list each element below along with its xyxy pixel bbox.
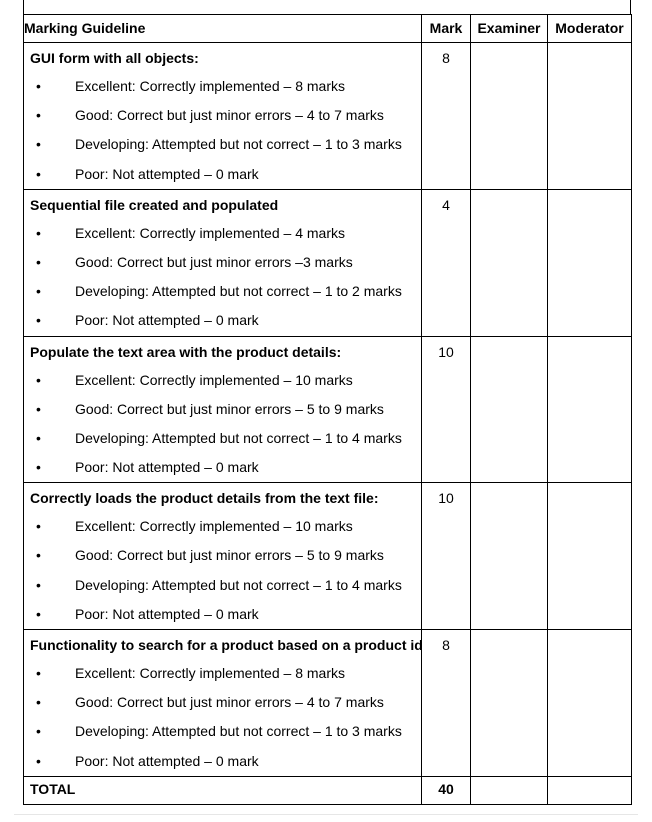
- rubric-level-item: [24, 659, 421, 688]
- rubric-level-text: Excellent: Correctly implemented – 8 marks: [75, 78, 345, 94]
- marking-guideline-table: [23, 14, 632, 805]
- total-examiner-cell: [471, 776, 548, 804]
- bullet-icon: •: [36, 78, 41, 94]
- criterion-description: [24, 43, 422, 190]
- criterion-title: Functionality to search for a product based on a product id: [30, 637, 423, 653]
- header-examiner: Examiner: [471, 15, 548, 43]
- criterion-row: [24, 483, 632, 630]
- rubric-level-text: Good: Correct but just minor errors – 5 to 9 marks: [75, 547, 384, 564]
- rubric-level-text: Poor: Not attempted – 0 mark: [75, 312, 259, 329]
- rubric-level-item: [24, 277, 421, 306]
- examiner-cell: [471, 630, 548, 777]
- rubric-level-item: [24, 424, 421, 453]
- examiner-cell: [471, 43, 548, 190]
- bullet-icon: •: [36, 605, 41, 622]
- rubric-level-item: [24, 600, 421, 629]
- criterion-description: [24, 336, 422, 483]
- criterion-row: [24, 630, 632, 777]
- moderator-cell: [548, 630, 632, 777]
- criterion-title: Sequential file created and populated: [30, 196, 279, 213]
- page-bottom-rule: [14, 814, 638, 817]
- bullet-icon: •: [36, 107, 41, 124]
- rubric-level-text: Poor: Not attempted – 0 mark: [75, 459, 259, 476]
- rubric-level-item: [24, 72, 421, 101]
- examiner-cell: [471, 483, 548, 630]
- total-row: [24, 776, 632, 804]
- bullet-icon: •: [36, 547, 41, 564]
- bullet-icon: •: [36, 224, 41, 241]
- header-row: [24, 15, 632, 43]
- bullet-icon: •: [36, 752, 41, 769]
- criterion-mark: 4: [422, 189, 471, 336]
- rubric-level-text: Developing: Attempted but not correct – 1 to 3 marks: [75, 136, 402, 153]
- total-moderator-cell: [548, 776, 632, 804]
- bullet-icon: •: [36, 136, 41, 153]
- rubric-level-text: Excellent: Correctly implemented – 4 marks: [75, 224, 345, 241]
- criterion-title: Populate the text area with the product details:: [30, 343, 342, 360]
- header-guideline: Marking Guideline: [24, 15, 422, 43]
- table-top-edge: [23, 0, 631, 14]
- rubric-level-item: [24, 688, 421, 717]
- rubric-level-text: Excellent: Correctly implemented – 10 marks: [75, 371, 353, 388]
- bullet-icon: •: [36, 723, 41, 740]
- rubric-level-item: [24, 395, 421, 424]
- moderator-cell: [548, 336, 632, 483]
- criterion-description: [24, 630, 422, 777]
- rubric-level-item: [24, 130, 421, 159]
- rubric-level-text: Good: Correct but just minor errors – 4 to 7 marks: [75, 107, 384, 124]
- criterion-mark: 10: [422, 483, 471, 630]
- bullet-icon: •: [36, 429, 41, 446]
- rubric-level-text: Good: Correct but just minor errors – 4 to 7 marks: [75, 694, 384, 711]
- rubric-level-text: Developing: Attempted but not correct – 1 to 4 marks: [75, 429, 402, 446]
- bullet-icon: •: [36, 518, 41, 535]
- criterion-row: [24, 43, 632, 190]
- bullet-icon: •: [36, 665, 41, 681]
- rubric-level-item: [24, 306, 421, 335]
- bullet-icon: •: [36, 312, 41, 329]
- rubric-level-item: [24, 453, 421, 482]
- rubric-level-text: Developing: Attempted but not correct – 1 to 3 marks: [75, 723, 402, 740]
- bullet-icon: •: [36, 694, 41, 711]
- rubric-level-text: Poor: Not attempted – 0 mark: [75, 752, 259, 769]
- rubric-level-text: Excellent: Correctly implemented – 8 marks: [75, 665, 345, 681]
- rubric-level-item: [24, 219, 421, 248]
- rubric-level-item: [24, 512, 421, 541]
- moderator-cell: [548, 483, 632, 630]
- rubric-level-text: Good: Correct but just minor errors –3 marks: [75, 253, 353, 270]
- rubric-level-item: [24, 747, 421, 776]
- examiner-cell: [471, 189, 548, 336]
- criterion-title: Correctly loads the product details from the text file:: [30, 490, 379, 507]
- bullet-icon: •: [36, 459, 41, 476]
- criterion-title: GUI form with all objects:: [30, 50, 199, 66]
- total-label: TOTAL: [24, 776, 422, 804]
- bullet-icon: •: [36, 253, 41, 270]
- bullet-icon: •: [36, 400, 41, 417]
- header-moderator: Moderator: [548, 15, 632, 43]
- rubric-level-text: Developing: Attempted but not correct – 1 to 2 marks: [75, 283, 402, 300]
- bullet-icon: •: [36, 283, 41, 300]
- bullet-icon: •: [36, 371, 41, 388]
- criterion-row: [24, 336, 632, 483]
- criterion-description: [24, 189, 422, 336]
- moderator-cell: [548, 43, 632, 190]
- criterion-description: [24, 483, 422, 630]
- rubric-level-text: Poor: Not attempted – 0 mark: [75, 165, 259, 182]
- rubric-level-text: Poor: Not attempted – 0 mark: [75, 605, 259, 622]
- rubric-level-item: [24, 160, 421, 189]
- bullet-icon: •: [36, 576, 41, 593]
- examiner-cell: [471, 336, 548, 483]
- rubric-level-item: [24, 717, 421, 746]
- criterion-row: [24, 189, 632, 336]
- criterion-mark: 10: [422, 336, 471, 483]
- criterion-mark: 8: [422, 630, 471, 777]
- bullet-icon: •: [36, 165, 41, 182]
- moderator-cell: [548, 189, 632, 336]
- rubric-level-item: [24, 541, 421, 570]
- rubric-level-text: Good: Correct but just minor errors – 5 to 9 marks: [75, 400, 384, 417]
- rubric-level-item: [24, 366, 421, 395]
- rubric-level-item: [24, 248, 421, 277]
- criterion-mark: 8: [422, 43, 471, 190]
- header-mark: Mark: [422, 15, 471, 43]
- rubric-level-item: [24, 571, 421, 600]
- rubric-level-text: Excellent: Correctly implemented – 10 marks: [75, 518, 353, 535]
- total-mark: 40: [422, 776, 471, 804]
- rubric-level-item: [24, 101, 421, 130]
- rubric-level-text: Developing: Attempted but not correct – 1 to 4 marks: [75, 576, 402, 593]
